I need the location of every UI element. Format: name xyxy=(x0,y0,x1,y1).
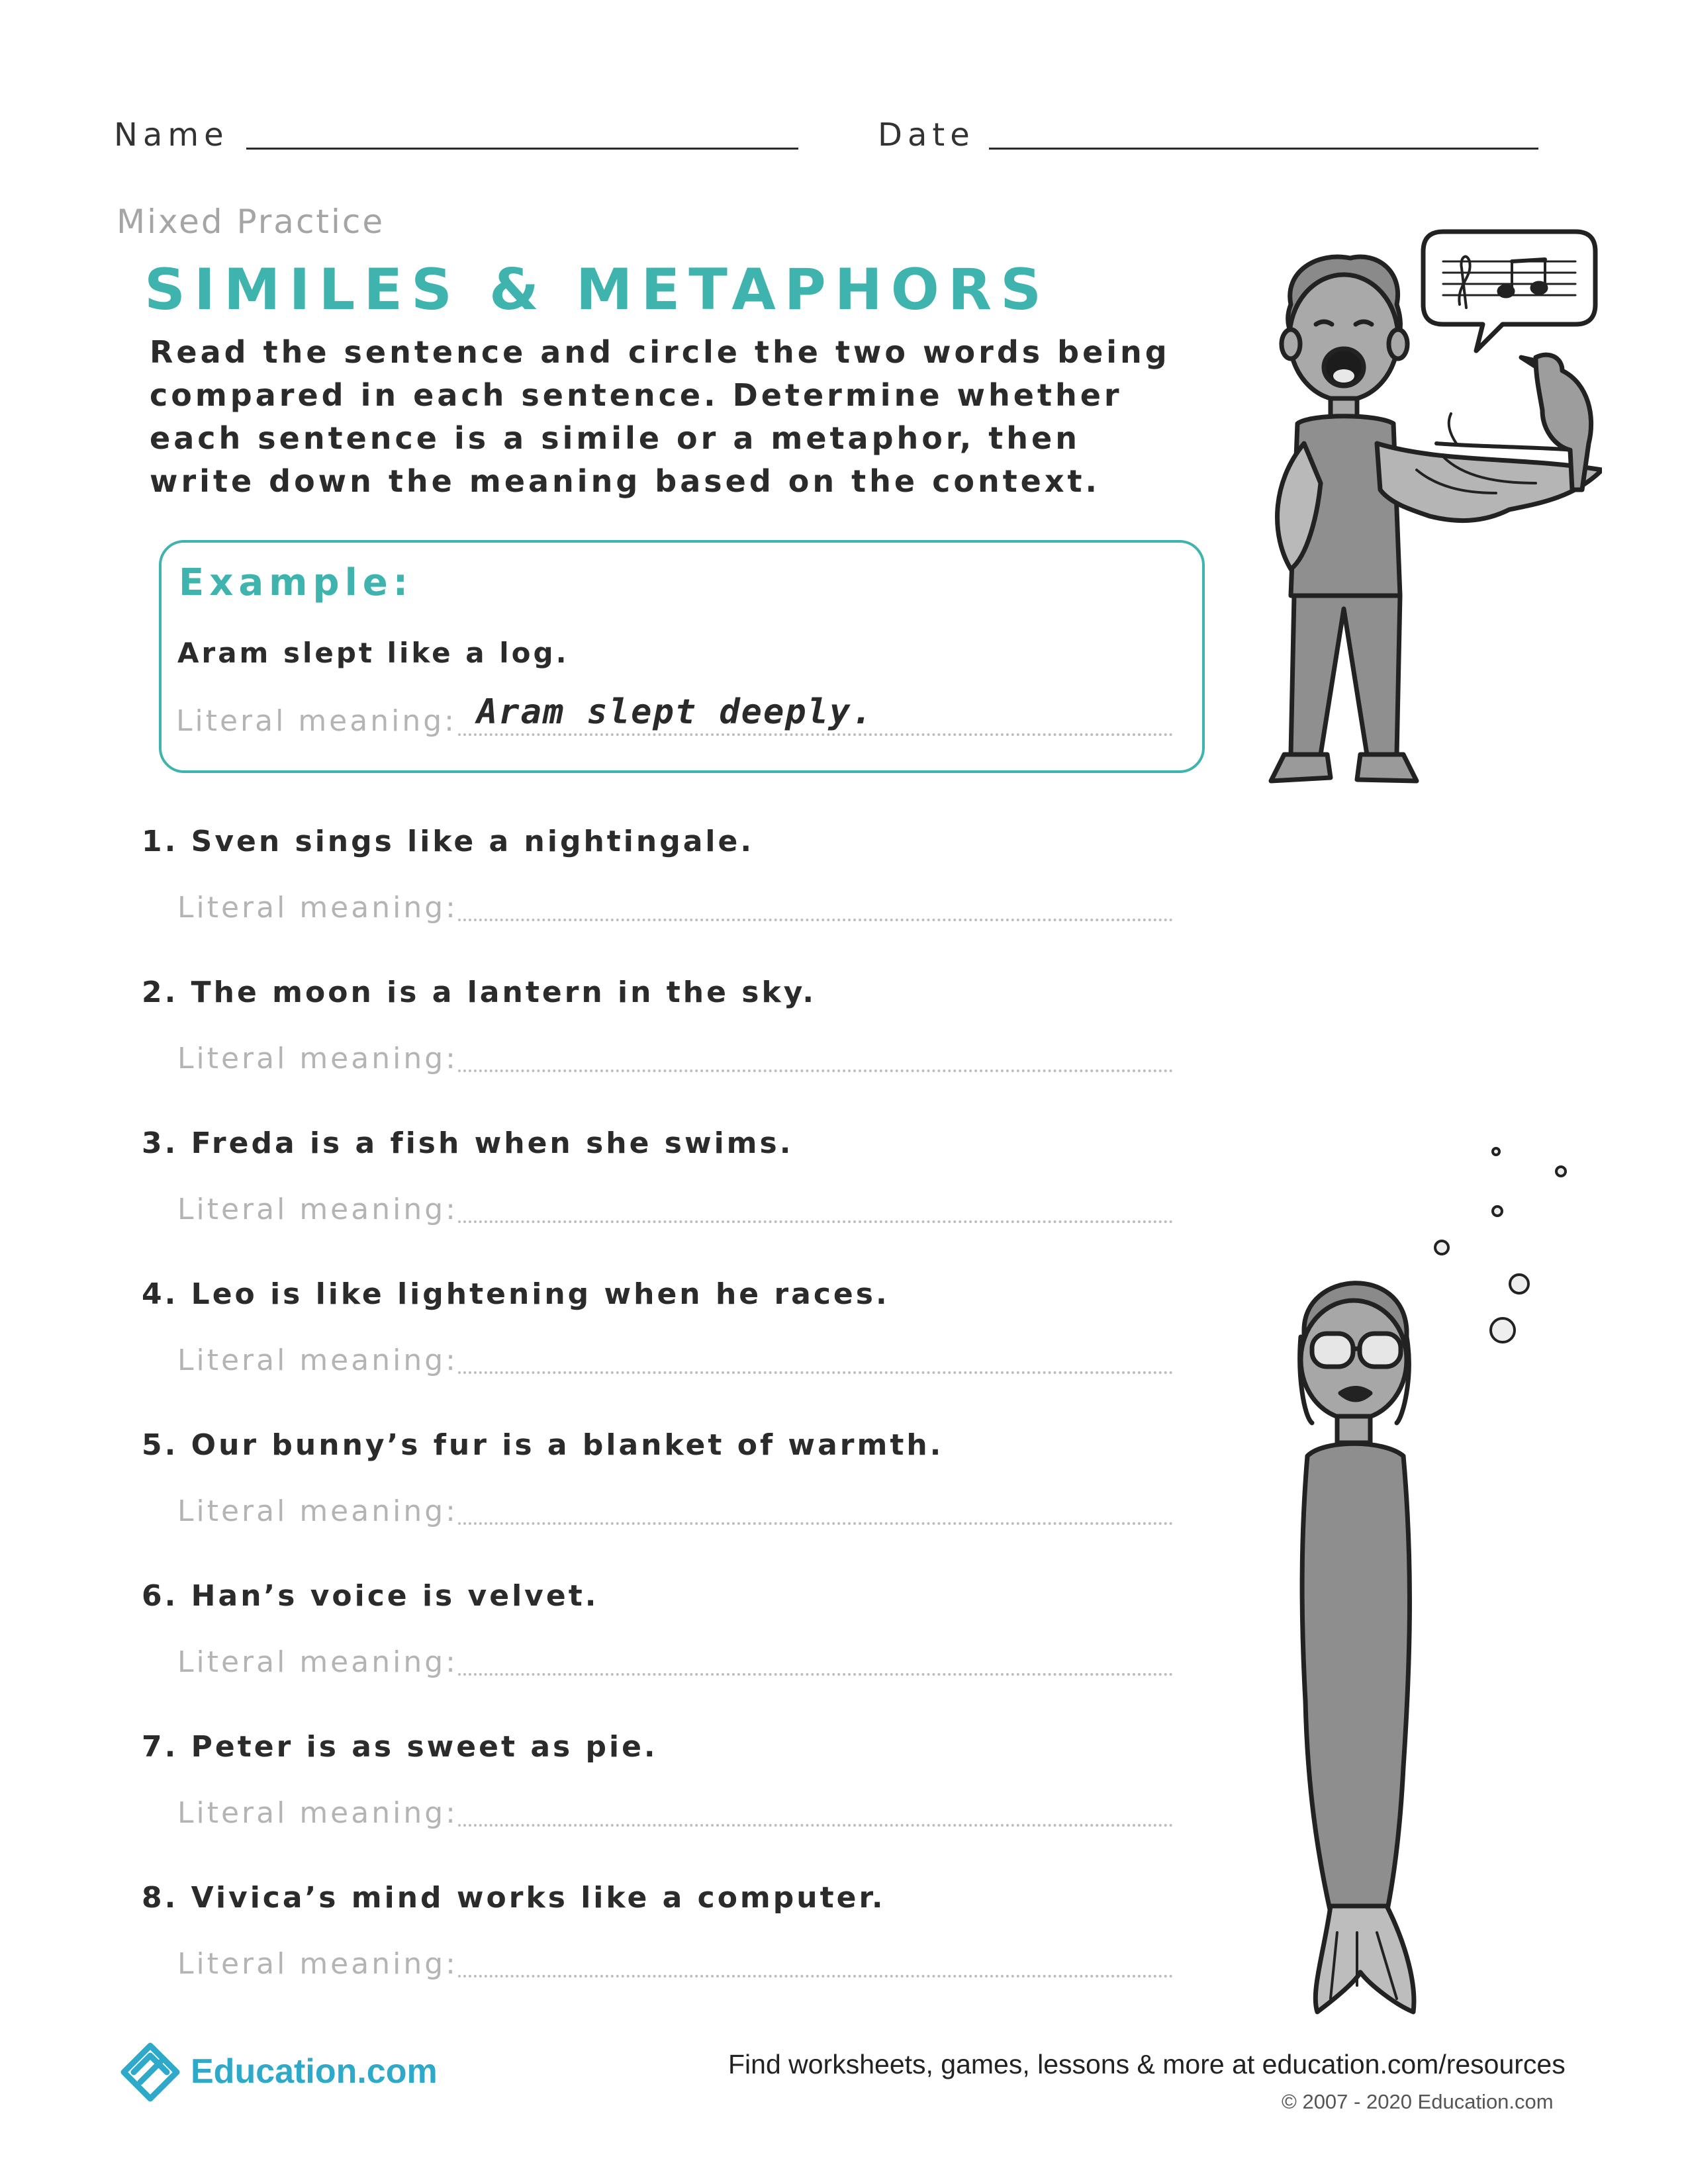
question-5: 5. Our bunny’s fur is a blanket of warmth. xyxy=(142,1428,944,1462)
answer-line-6[interactable] xyxy=(458,1673,1173,1676)
instructions: Read the sentence and circle the two words being compared in each sentence. Determine whether each sentence is a simile or a metaphor, then write down the meaning based on the context. xyxy=(150,334,1170,499)
example-answer-line xyxy=(458,733,1173,736)
literal-label-3: Literal meaning: xyxy=(177,1193,458,1226)
footer-resources-link[interactable]: Find worksheets, games, lessons & more at education.com/resources xyxy=(728,2049,1566,2079)
question-1: 1. Sven sings like a nightingale. xyxy=(142,825,755,858)
literal-label-2: Literal meaning: xyxy=(177,1042,458,1075)
bubbles-icon xyxy=(1435,1148,1566,1342)
education-logo-text[interactable]: Education.com xyxy=(191,2052,438,2091)
example-heading: Example: xyxy=(179,561,414,604)
question-3: 3. Freda is a fish when she swims. xyxy=(142,1126,794,1160)
example-literal-label: Literal meaning: xyxy=(176,704,457,738)
answer-line-8[interactable] xyxy=(458,1975,1173,1978)
question-6: 6. Han’s voice is velvet. xyxy=(142,1579,599,1613)
question-2: 2. The moon is a lantern in the sky. xyxy=(142,976,817,1009)
singer-with-wing-illustration xyxy=(1244,225,1602,854)
answer-line-5[interactable] xyxy=(458,1522,1173,1525)
answer-line-1[interactable] xyxy=(458,919,1173,921)
date-label: Date xyxy=(878,116,975,154)
literal-label-6: Literal meaning: xyxy=(177,1645,458,1679)
example-sentence: Aram slept like a log. xyxy=(177,637,569,669)
name-label: Name xyxy=(114,116,229,154)
literal-label-8: Literal meaning: xyxy=(177,1947,458,1981)
answer-line-4[interactable] xyxy=(458,1371,1173,1374)
literal-label-5: Literal meaning: xyxy=(177,1494,458,1528)
question-8: 8. Vivica’s mind works like a computer. xyxy=(142,1881,886,1915)
page-title: SIMILES & METAPHORS xyxy=(144,257,1051,323)
literal-label-7: Literal meaning: xyxy=(177,1796,458,1830)
mermaid-swimmer-illustration xyxy=(1271,1138,1589,2025)
literal-label-4: Literal meaning: xyxy=(177,1343,458,1377)
answer-line-2[interactable] xyxy=(458,1069,1173,1072)
education-logo-icon[interactable] xyxy=(114,2036,187,2109)
answer-line-3[interactable] xyxy=(458,1220,1173,1223)
question-4: 4. Leo is like lightening when he races. xyxy=(142,1277,890,1311)
subtitle: Mixed Practice xyxy=(117,203,385,241)
question-7: 7. Peter is as sweet as pie. xyxy=(142,1730,658,1764)
date-field[interactable] xyxy=(989,148,1538,150)
name-field[interactable] xyxy=(246,148,798,150)
answer-line-7[interactable] xyxy=(458,1824,1173,1827)
literal-label-1: Literal meaning: xyxy=(177,891,458,925)
footer-copyright: © 2007 - 2020 Education.com xyxy=(1282,2090,1554,2113)
example-answer: Aram slept deeply. xyxy=(477,692,874,732)
